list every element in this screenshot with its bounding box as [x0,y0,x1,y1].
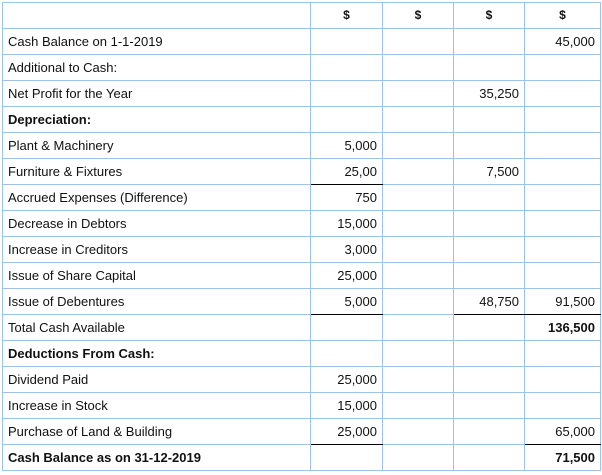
cell-a [311,81,383,107]
row-label: Cash Balance as on 31-12-2019 [3,445,311,471]
cell-b [383,341,454,367]
cell-a: 750 [311,185,383,211]
cell-c [454,341,525,367]
cell-c [454,185,525,211]
cell-a: 5,000 [311,133,383,159]
cell-d: 136,500 [525,315,601,341]
cell-c [454,419,525,445]
row-furniture-fixtures [3,159,601,185]
cell-d [525,367,601,393]
cell-b [383,367,454,393]
row-label: Accrued Expenses (Difference) [3,185,311,211]
row-total-available [3,315,601,341]
cell-b [383,185,454,211]
cell-d [525,341,601,367]
currency-header-c: $ [454,3,525,29]
cell-c [454,237,525,263]
row-label: Depreciation: [3,107,311,133]
cell-b [383,393,454,419]
row-label: Issue of Debentures [3,289,311,315]
cell-a [311,445,383,471]
row-label: Dividend Paid [3,367,311,393]
row-depreciation-heading [3,107,601,133]
cell-d [525,133,601,159]
cell-a: 15,000 [311,393,383,419]
row-label: Decrease in Debtors [3,211,311,237]
cell-a [311,341,383,367]
row-label: Purchase of Land & Building [3,419,311,445]
row-label: Furniture & Fixtures [3,159,311,185]
row-increase-creditors [3,237,601,263]
cell-c [454,263,525,289]
cell-b [383,159,454,185]
cell-b [383,55,454,81]
cell-b [383,315,454,341]
cash-flow-table [2,2,601,471]
cell-a: 3,000 [311,237,383,263]
row-net-profit [3,81,601,107]
cell-c: 35,250 [454,81,525,107]
cell-d: 71,500 [525,445,601,471]
cell-c: 48,750 [454,289,525,315]
cell-a: 25,000 [311,419,383,445]
cell-d: 45,000 [525,29,601,55]
row-plant-machinery [3,133,601,159]
cell-a: 5,000 [311,289,383,315]
cell-d [525,107,601,133]
row-label: Increase in Creditors [3,237,311,263]
row-dividend-paid [3,367,601,393]
cell-b [383,445,454,471]
cell-c [454,107,525,133]
row-label: Increase in Stock [3,393,311,419]
header-row [3,3,601,29]
cell-c [454,29,525,55]
row-label: Plant & Machinery [3,133,311,159]
row-opening-balance [3,29,601,55]
cell-a: 25,000 [311,263,383,289]
cell-c [454,445,525,471]
cell-c [454,211,525,237]
cell-a [311,315,383,341]
row-share-capital [3,263,601,289]
row-label: Cash Balance on 1-1-2019 [3,29,311,55]
cell-a: 15,000 [311,211,383,237]
row-label: Additional to Cash: [3,55,311,81]
currency-header-a: $ [311,3,383,29]
cell-d [525,81,601,107]
cell-b [383,107,454,133]
cell-b [383,237,454,263]
row-increase-stock [3,393,601,419]
cell-b [383,133,454,159]
cell-d [525,159,601,185]
cell-b [383,263,454,289]
cell-c [454,55,525,81]
cell-a: 25,000 [311,367,383,393]
cell-a: 25,00 [311,159,383,185]
row-label: Deductions From Cash: [3,341,311,367]
cell-c [454,367,525,393]
cell-b [383,29,454,55]
cell-b [383,211,454,237]
cell-d [525,185,601,211]
cell-c [454,133,525,159]
cell-c [454,393,525,419]
cell-b [383,419,454,445]
header-label-cell [3,3,311,29]
currency-header-d: $ [525,3,601,29]
cell-c: 7,500 [454,159,525,185]
row-label: Issue of Share Capital [3,263,311,289]
row-debentures [3,289,601,315]
cell-d: 65,000 [525,419,601,445]
cell-d [525,211,601,237]
cell-d [525,55,601,81]
row-closing-balance [3,445,601,471]
cell-a [311,107,383,133]
cell-d: 91,500 [525,289,601,315]
row-label: Total Cash Available [3,315,311,341]
currency-header-b: $ [383,3,454,29]
cell-d [525,237,601,263]
row-land-building [3,419,601,445]
row-additional-heading [3,55,601,81]
cell-b [383,81,454,107]
row-deductions-heading [3,341,601,367]
cell-b [383,289,454,315]
cell-a [311,29,383,55]
cell-a [311,55,383,81]
cell-d [525,263,601,289]
cell-d [525,393,601,419]
row-decrease-debtors [3,211,601,237]
row-accrued-expenses [3,185,601,211]
row-label: Net Profit for the Year [3,81,311,107]
cell-c [454,315,525,341]
